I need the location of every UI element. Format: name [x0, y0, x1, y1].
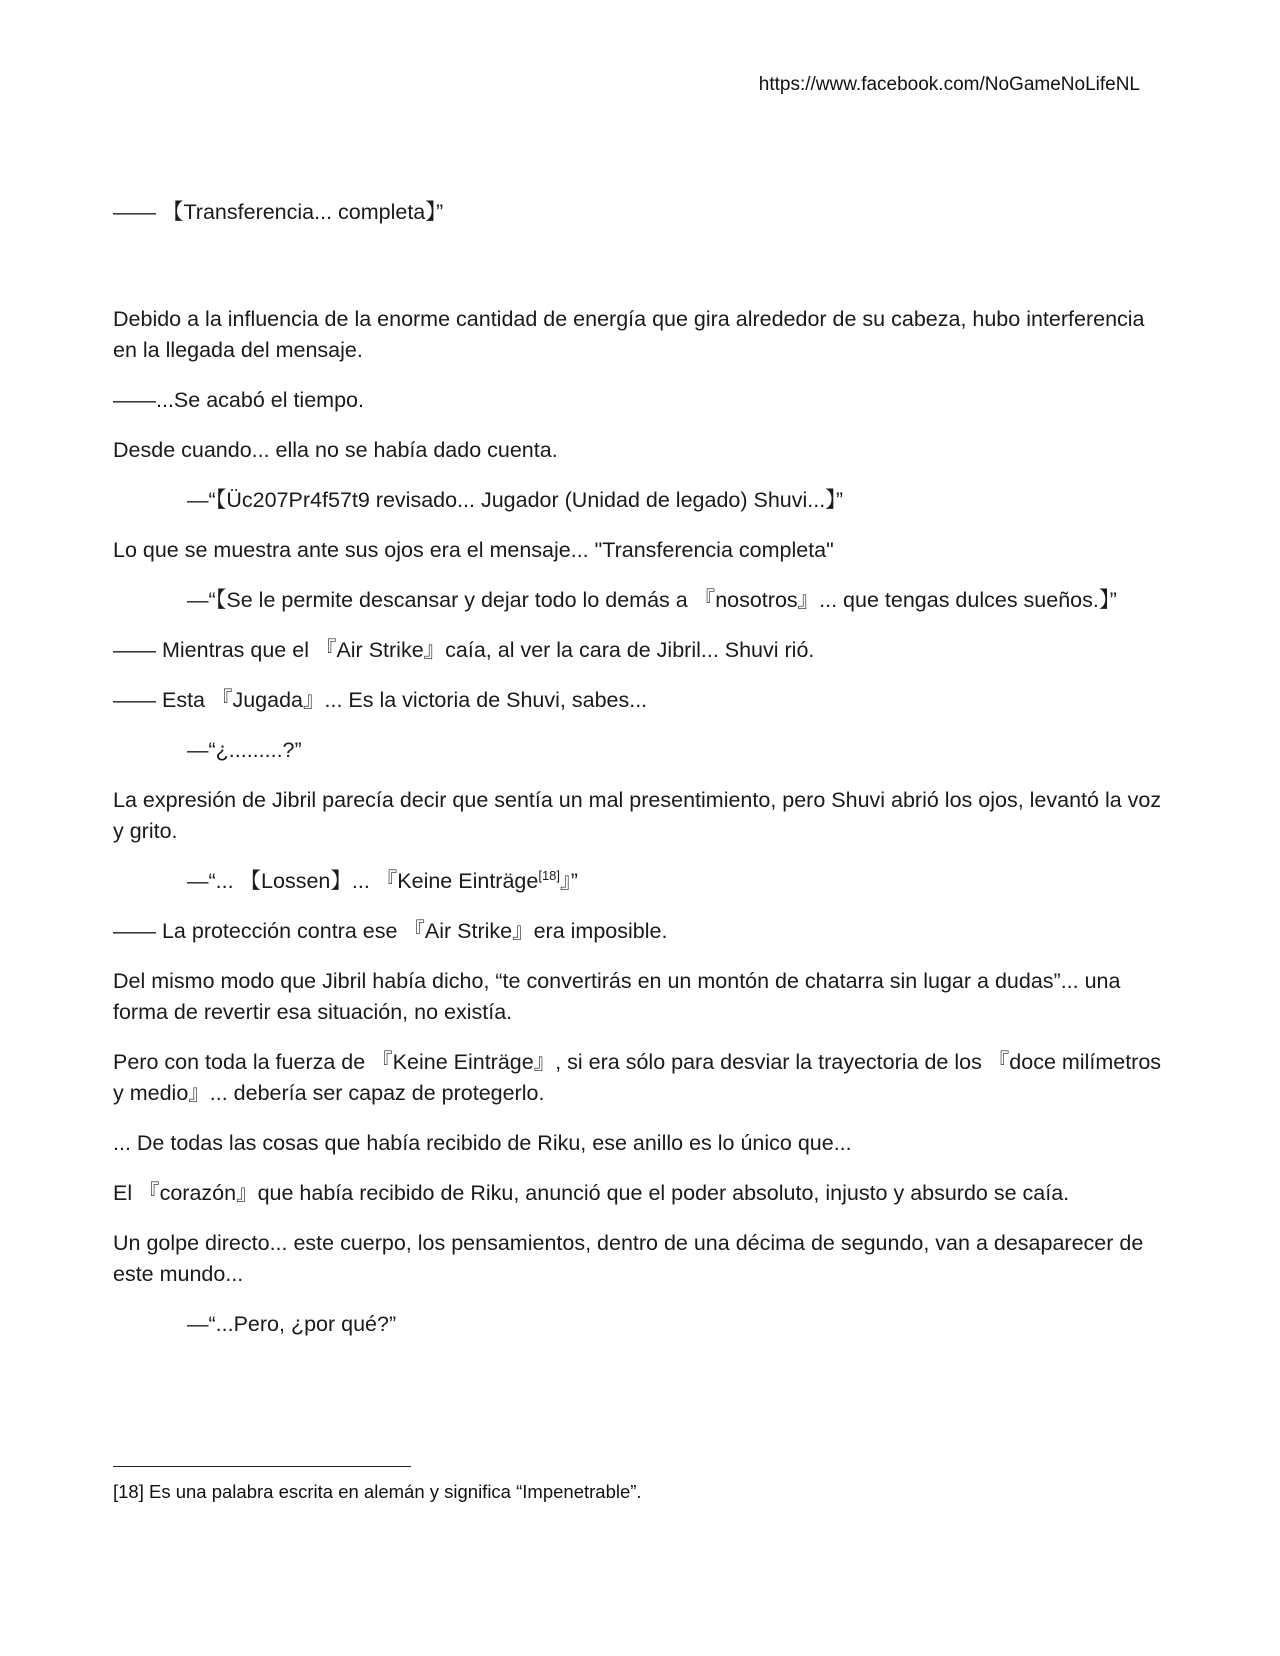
dialogue-paragraph: —“¿.........?” — [187, 738, 302, 762]
dialogue-text: 』” — [560, 869, 578, 893]
paragraph: Del mismo modo que Jibril había dicho, “te convertirás en un montón de chatarra sin lugar a dudas”... una forma de revertir esa situación, no existía. — [113, 969, 1121, 1024]
paragraph: Lo que se muestra ante sus ojos era el mensaje... "Transferencia completa" — [113, 538, 834, 562]
dialogue-paragraph — [187, 866, 1127, 897]
paragraph: —— Esta 『Jugada』... Es la victoria de Shuvi, sabes... — [113, 688, 648, 712]
dialogue-paragraph: —“...Pero, ¿por qué?” — [187, 1312, 397, 1336]
paragraph: —— La protección contra ese 『Air Strike』era imposible. — [113, 919, 668, 943]
paragraph: Pero con toda la fuerza de 『Keine Einträge』, si era sólo para desviar la trayectoria de los 『doce milímetros y medio』... debería ser capaz de protegerlo. — [113, 1050, 1162, 1105]
paragraph: ——...Se acabó el tiempo. — [113, 388, 364, 412]
footnote-divider — [113, 1466, 411, 1467]
paragraph: La expresión de Jibril parecía decir que sentía un mal presentimiento, pero Shuvi abrió los ojos, levantó la voz y grito. — [113, 788, 1162, 843]
paragraph: Debido a la influencia de la enorme cantidad de energía que gira alrededor de su cabeza, hubo interferencia en la llegada del mensaje. — [113, 307, 1145, 362]
header-url: https://www.facebook.com/NoGameNoLifeNL — [758, 74, 1140, 95]
dialogue-paragraph: —“【Üc207Pr4f57t9 revisado... Jugador (Unidad de legado) Shuvi...】” — [187, 488, 844, 512]
paragraph: Desde cuando... ella no se había dado cuenta. — [113, 438, 558, 462]
document-body — [113, 197, 1173, 1359]
footnote: [18] Es una palabra escrita en alemán y significa “Impenetrable”. — [113, 1481, 642, 1502]
footnote-reference[interactable]: [18] — [538, 867, 561, 883]
dialogue-text: —“... 【Lossen】... 『Keine Einträge — [187, 869, 539, 893]
paragraph: —— 【Transferencia... completa】” — [113, 200, 444, 224]
paragraph: ... De todas las cosas que había recibido de Riku, ese anillo es lo único que... — [113, 1131, 852, 1155]
paragraph: Un golpe directo... este cuerpo, los pensamientos, dentro de una décima de segundo, van a desaparecer de este mundo... — [113, 1231, 1144, 1286]
dialogue-paragraph: —“【Se le permite descansar y dejar todo lo demás a 『nosotros』... que tengas dulces sueños.】” — [187, 588, 1117, 612]
paragraph: El 『corazón』que había recibido de Riku, anunció que el poder absoluto, injusto y absurdo se caía. — [113, 1181, 1070, 1205]
paragraph: —— Mientras que el 『Air Strike』caía, al ver la cara de Jibril... Shuvi rió. — [113, 638, 815, 662]
